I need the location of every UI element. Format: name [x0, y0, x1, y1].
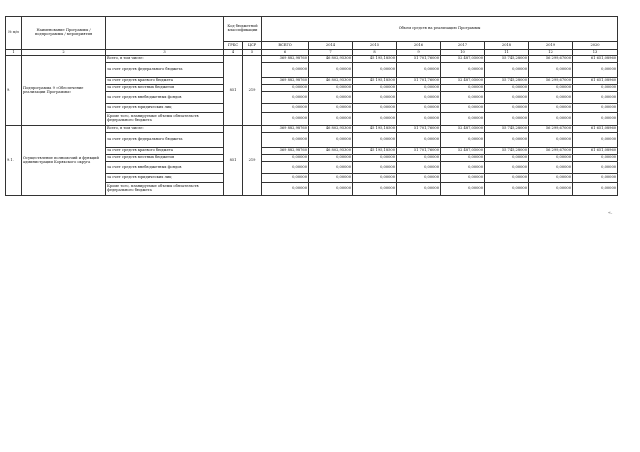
funding-source-label: за счет средств краевого бюджета	[106, 148, 224, 155]
year-value: 46 802,95300	[309, 78, 353, 85]
total-value: 369 882,98760	[262, 126, 309, 133]
year-value: 0,00000	[309, 162, 353, 174]
funding-source-label: за счет средств федерального бюджета	[106, 133, 224, 148]
funding-source-label: Всего, в том числе:	[106, 56, 224, 63]
year-value: 61 651,08960	[573, 56, 618, 63]
header-year: 2017	[441, 42, 485, 50]
funding-source-label: за счет средств федерального бюджета	[106, 63, 224, 78]
year-value: 0,00000	[397, 183, 441, 196]
year-value: 55 745,28000	[485, 126, 529, 133]
year-value: 0,00000	[573, 113, 618, 126]
table-body	[6, 56, 618, 196]
year-value: 0,00000	[309, 155, 353, 162]
year-value: 0,00000	[529, 162, 573, 174]
funding-source-label: за счет средств внебюджетных фондов	[106, 92, 224, 104]
year-value: 0,00000	[353, 85, 397, 92]
year-value: 0,00000	[309, 85, 353, 92]
year-value: 0,00000	[309, 92, 353, 104]
year-value: 0,00000	[309, 104, 353, 113]
section-name: Осуществление полномочий и функций администрации Корякского округа	[22, 126, 106, 196]
year-value: 56 299,67000	[529, 148, 573, 155]
year-value: 52 487,05000	[441, 148, 485, 155]
year-value: 0,00000	[485, 85, 529, 92]
year-value: 55 745,28000	[485, 78, 529, 85]
total-value: 369 882,98760	[262, 148, 309, 155]
year-value: 0,00000	[309, 183, 353, 196]
year-value: 0,00000	[573, 174, 618, 183]
year-value: 0,00000	[397, 174, 441, 183]
funding-source-label: Кроме того, планируемые объемы обязательств федерального бюджета	[106, 113, 224, 126]
section-name: Подпрограмма 9 «Обеспечение реализации Программы»	[22, 56, 106, 126]
total-value: 0,00000	[262, 155, 309, 162]
year-value: 0,00000	[353, 104, 397, 113]
header-num: № п/п	[6, 17, 22, 50]
funding-source-label: Всего, в том числе:	[106, 126, 224, 133]
funding-source-label: Кроме того, планируемые объемы обязательств федерального бюджета	[106, 183, 224, 196]
year-value: 0,00000	[353, 155, 397, 162]
year-value: 0,00000	[485, 162, 529, 174]
column-index: 3	[106, 50, 224, 56]
grbs-code: 851	[224, 126, 243, 196]
year-value: 0,00000	[353, 174, 397, 183]
total-value: 0,00000	[262, 104, 309, 113]
corner-mark: «.	[608, 210, 613, 216]
year-value: 0,00000	[573, 63, 618, 78]
year-value: 0,00000	[309, 174, 353, 183]
year-value: 0,00000	[529, 174, 573, 183]
total-value: 0,00000	[262, 183, 309, 196]
year-value: 0,00000	[485, 155, 529, 162]
column-index: 6	[262, 50, 309, 56]
year-value: 55 745,28000	[485, 56, 529, 63]
year-value: 0,00000	[353, 113, 397, 126]
year-value: 61 651,08960	[573, 126, 618, 133]
column-index: 1	[6, 50, 22, 56]
total-value: 0,00000	[262, 92, 309, 104]
csr-code: 219	[243, 56, 262, 126]
header-grbs: ГРБС	[224, 42, 243, 50]
year-value: 0,00000	[485, 63, 529, 78]
year-value: 0,00000	[573, 133, 618, 148]
year-value: 51 701,76000	[397, 56, 441, 63]
year-value: 0,00000	[353, 92, 397, 104]
year-value: 0,00000	[529, 104, 573, 113]
year-value: 51 701,76000	[397, 126, 441, 133]
header-name: Наименование Программы / подпрограммы / мероприятия	[22, 17, 106, 50]
column-index: 10	[441, 50, 485, 56]
year-value: 0,00000	[485, 104, 529, 113]
total-value: 0,00000	[262, 174, 309, 183]
year-value: 45 195,18500	[353, 148, 397, 155]
year-value: 0,00000	[485, 183, 529, 196]
year-value: 0,00000	[485, 113, 529, 126]
total-value: 0,00000	[262, 133, 309, 148]
year-value: 0,00000	[397, 155, 441, 162]
year-value: 0,00000	[441, 183, 485, 196]
year-value: 0,00000	[573, 104, 618, 113]
section-number: 9.	[6, 56, 22, 126]
year-value: 46 802,95300	[309, 126, 353, 133]
year-value: 0,00000	[441, 85, 485, 92]
total-value: 0,00000	[262, 113, 309, 126]
year-value: 52 487,05000	[441, 126, 485, 133]
total-value: 0,00000	[262, 63, 309, 78]
funding-source-label: за счет средств краевого бюджета	[106, 78, 224, 85]
header-year: 2014	[309, 42, 353, 50]
total-value: 369 882,98760	[262, 78, 309, 85]
year-value: 0,00000	[573, 85, 618, 92]
year-value: 51 701,76000	[397, 78, 441, 85]
year-value: 51 701,76000	[397, 148, 441, 155]
csr-code: 219	[243, 126, 262, 196]
year-value: 0,00000	[353, 183, 397, 196]
year-value: 0,00000	[353, 162, 397, 174]
year-value: 0,00000	[441, 63, 485, 78]
total-value: 0,00000	[262, 162, 309, 174]
year-value: 56 299,67000	[529, 78, 573, 85]
year-value: 0,00000	[397, 85, 441, 92]
year-value: 0,00000	[529, 183, 573, 196]
year-value: 52 487,05000	[441, 56, 485, 63]
column-index: 8	[353, 50, 397, 56]
funding-source-label: за счет средств внебюджетных фондов	[106, 162, 224, 174]
year-value: 0,00000	[529, 113, 573, 126]
year-value: 0,00000	[441, 92, 485, 104]
year-value: 45 195,18500	[353, 78, 397, 85]
year-value: 0,00000	[529, 85, 573, 92]
year-value: 0,00000	[529, 63, 573, 78]
header-year: 2020	[573, 42, 618, 50]
year-value: 0,00000	[529, 92, 573, 104]
year-value: 52 487,05000	[441, 78, 485, 85]
column-index: 13	[573, 50, 618, 56]
year-value: 56 299,67000	[529, 56, 573, 63]
year-value: 0,00000	[397, 113, 441, 126]
program-budget-table	[5, 16, 618, 196]
year-value: 46 802,95300	[309, 148, 353, 155]
year-value: 0,00000	[529, 155, 573, 162]
header-csr: ЦСР	[243, 42, 262, 50]
year-value: 0,00000	[397, 162, 441, 174]
year-value: 0,00000	[309, 133, 353, 148]
table-row	[6, 126, 618, 133]
year-value: 0,00000	[441, 104, 485, 113]
year-value: 0,00000	[397, 92, 441, 104]
year-value: 0,00000	[529, 133, 573, 148]
column-index: 7	[309, 50, 353, 56]
year-value: 0,00000	[441, 133, 485, 148]
year-value: 55 745,28000	[485, 148, 529, 155]
year-value: 0,00000	[309, 63, 353, 78]
funding-source-label: за счет средств местных бюджетов	[106, 85, 224, 92]
header-year: 2016	[397, 42, 441, 50]
header-kbk: Код бюджетной классификации	[224, 17, 262, 42]
year-value: 0,00000	[353, 133, 397, 148]
year-value: 45 195,18500	[353, 126, 397, 133]
year-value: 0,00000	[441, 155, 485, 162]
year-value: 0,00000	[397, 63, 441, 78]
header-year: 2019	[529, 42, 573, 50]
header-source	[106, 17, 224, 50]
year-value: 0,00000	[573, 155, 618, 162]
year-value: 0,00000	[397, 133, 441, 148]
funding-source-label: за счет средств юридических лиц	[106, 104, 224, 113]
year-value: 56 299,67000	[529, 126, 573, 133]
year-value: 0,00000	[573, 162, 618, 174]
year-value: 0,00000	[353, 63, 397, 78]
total-value: 369 882,98760	[262, 56, 309, 63]
funding-source-label: за счет средств местных бюджетов	[106, 155, 224, 162]
year-value: 0,00000	[485, 92, 529, 104]
funding-source-label: за счет средств юридических лиц	[106, 174, 224, 183]
column-index: 12	[529, 50, 573, 56]
year-value: 61 651,08960	[573, 148, 618, 155]
total-value: 0,00000	[262, 85, 309, 92]
year-value: 0,00000	[441, 113, 485, 126]
year-value: 0,00000	[441, 174, 485, 183]
column-index: 2	[22, 50, 106, 56]
grbs-code: 851	[224, 56, 243, 126]
year-value: 0,00000	[397, 104, 441, 113]
column-index: 11	[485, 50, 529, 56]
column-index: 9	[397, 50, 441, 56]
year-value: 46 802,95300	[309, 56, 353, 63]
year-value: 61 651,08960	[573, 78, 618, 85]
year-value: 45 195,18500	[353, 56, 397, 63]
section-number: 9.1.	[6, 126, 22, 196]
year-value: 0,00000	[573, 183, 618, 196]
column-index: 5	[243, 50, 262, 56]
table-header	[6, 17, 618, 56]
header-year: 2015	[353, 42, 397, 50]
table-row	[6, 56, 618, 63]
header-total: ВСЕГО	[262, 42, 309, 50]
year-value: 0,00000	[441, 162, 485, 174]
column-index: 4	[224, 50, 243, 56]
year-value: 0,00000	[485, 174, 529, 183]
year-value: 0,00000	[309, 113, 353, 126]
header-year: 2018	[485, 42, 529, 50]
header-volume: Объем средств на реализацию Программы	[262, 17, 618, 42]
year-value: 0,00000	[485, 133, 529, 148]
year-value: 0,00000	[573, 92, 618, 104]
